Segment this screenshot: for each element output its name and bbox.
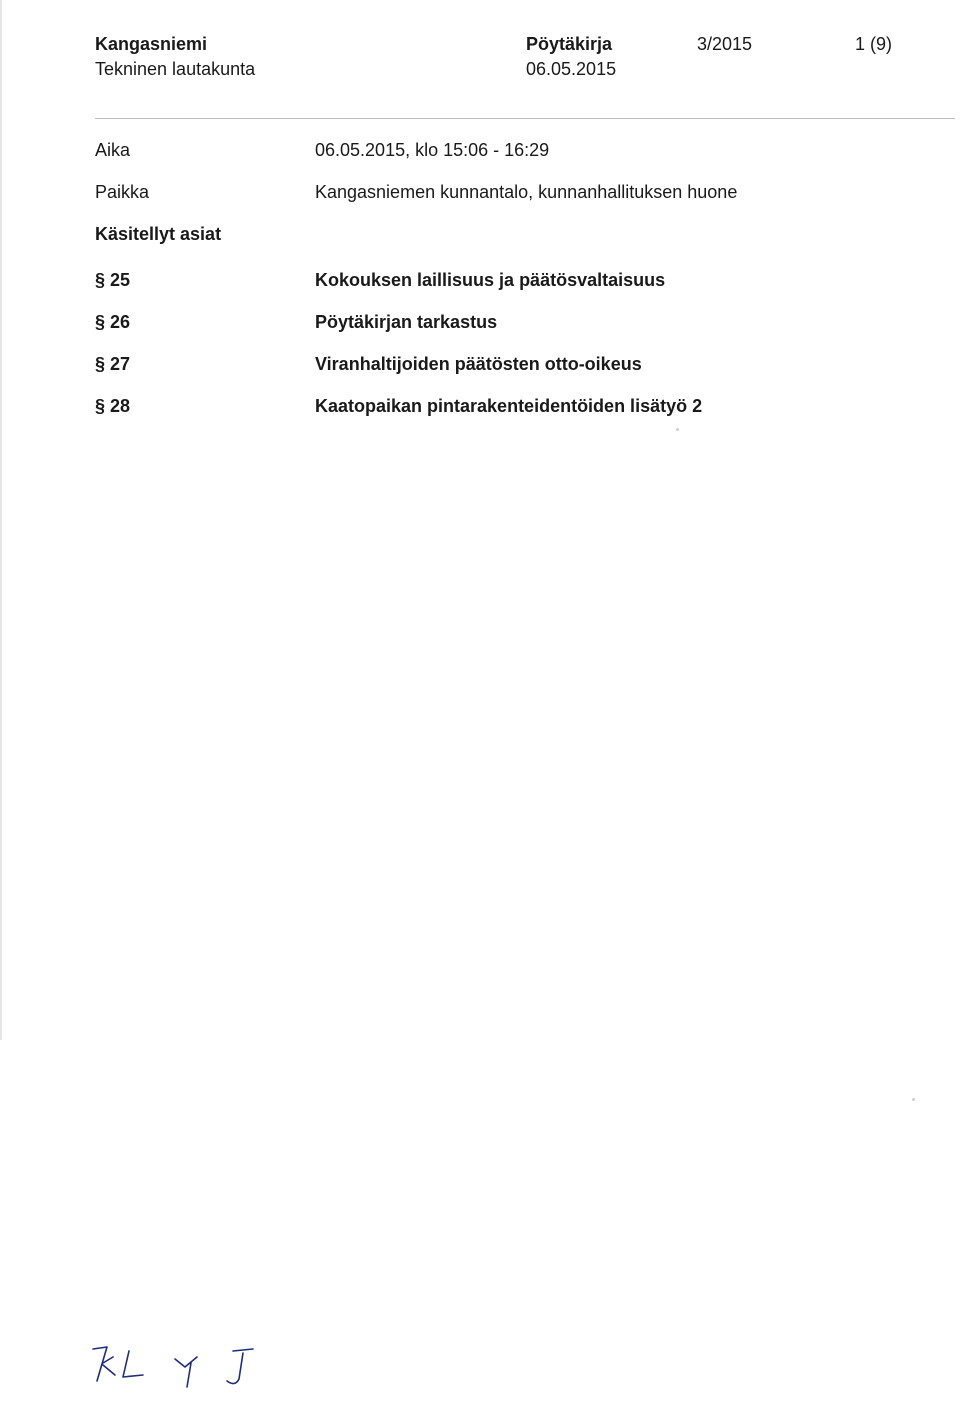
agenda-item-title: Pöytäkirjan tarkastus xyxy=(315,312,498,332)
signature-stroke xyxy=(175,1357,197,1367)
header-divider xyxy=(95,118,955,119)
organization-name: Kangasniemi xyxy=(95,34,208,54)
agenda-item-title: Kaatopaikan pintarakenteidentöiden lisätyö 2 xyxy=(315,396,703,416)
signature-stroke xyxy=(103,1365,115,1375)
handwritten-signature xyxy=(85,1335,275,1395)
scan-speck xyxy=(676,428,679,431)
place-value: Kangasniemen kunnantalo, kunnanhallituksen huone xyxy=(315,182,738,202)
signature-stroke xyxy=(233,1349,253,1351)
agenda-item-title: Kokouksen laillisuus ja päätösvaltaisuus xyxy=(315,270,666,290)
document-type: Pöytäkirja xyxy=(526,34,613,54)
agenda-item-title: Viranhaltijoiden päätösten otto-oikeus xyxy=(315,354,642,374)
committee-name: Tekninen lautakunta xyxy=(95,59,256,79)
page-indicator: 1 (9) xyxy=(855,34,893,54)
agenda-item-number: § 27 xyxy=(95,354,131,374)
meeting-date: 06.05.2015 xyxy=(526,59,617,79)
time-label: Aika xyxy=(95,140,131,160)
agenda-item-number: § 25 xyxy=(95,270,131,290)
agenda-item-number: § 28 xyxy=(95,396,131,416)
signature-stroke xyxy=(93,1347,107,1381)
signature-stroke xyxy=(187,1363,191,1387)
signature-stroke xyxy=(227,1353,243,1384)
scan-speck xyxy=(912,1098,915,1101)
place-label: Paikka xyxy=(95,182,150,202)
agenda-item-number: § 26 xyxy=(95,312,131,332)
time-value: 06.05.2015, klo 15:06 - 16:29 xyxy=(315,140,550,160)
document-number: 3/2015 xyxy=(697,34,753,54)
agenda-title: Käsitellyt asiat xyxy=(95,224,222,244)
scan-edge xyxy=(0,0,2,1040)
signature-stroke xyxy=(123,1351,143,1377)
